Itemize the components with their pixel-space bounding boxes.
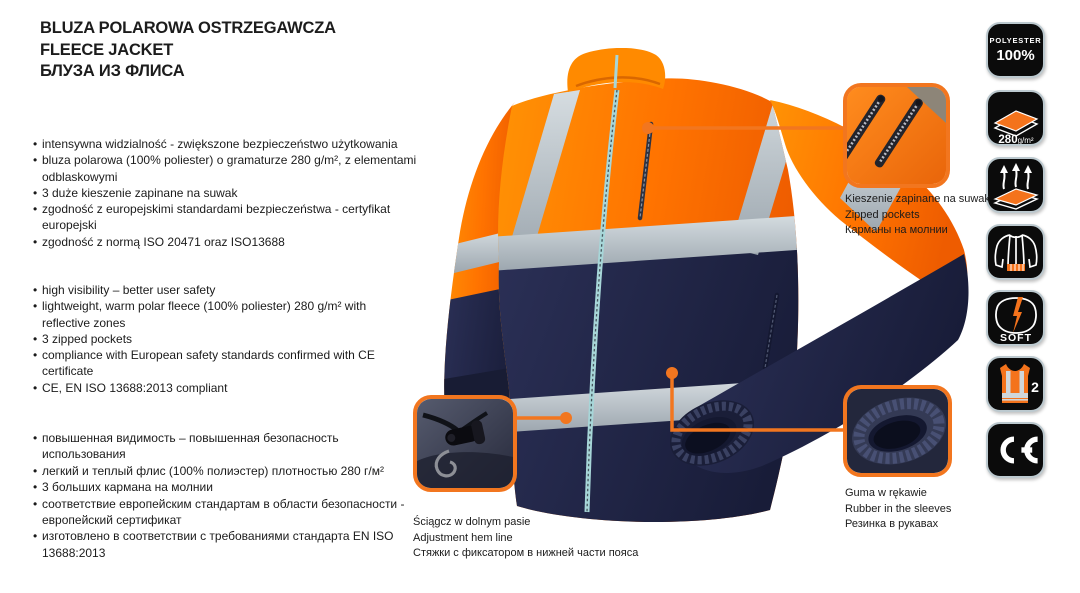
feature-item: • zgodność z europejskimi standardami bezpieczeństwa - certyfikat europejski xyxy=(33,201,425,234)
title-pl: BLUZA POLAROWA OSTRZEGAWCZA xyxy=(40,19,336,37)
fabric-weight-icon xyxy=(989,92,1043,144)
feature-list-english xyxy=(33,282,408,396)
feature-list-russian xyxy=(33,430,407,561)
title-ru: БЛУЗА ИЗ ФЛИСА xyxy=(40,62,185,80)
feature-list-polish xyxy=(33,136,425,250)
callout-text-pockets xyxy=(845,192,995,239)
detail-photo-hem-adjuster xyxy=(413,395,517,492)
badge-hi-vis-class-2 xyxy=(986,356,1045,412)
feature-item: • 3 zipped pockets xyxy=(33,331,408,347)
pockets-label-pl: Kieszenie zapinane na suwak xyxy=(845,193,990,205)
sleeve-label-ru: Резинка в рукавах xyxy=(845,518,939,530)
detail-photo-zipped-pockets xyxy=(843,83,950,188)
jacket-ribbed-hem-icon xyxy=(989,226,1043,278)
pockets-label-en: Zipped pockets xyxy=(845,208,920,221)
hem-label-pl: Ściągcz w dolnym pasie xyxy=(413,516,531,528)
feature-item: • изготовлено в соответствии с требованиями стандарта EN ISO 13688:2013 xyxy=(33,528,407,561)
feature-item: • 3 больших кармана на молнии xyxy=(33,479,407,495)
svg-text:280g/m²: 280g/m² xyxy=(997,134,1034,144)
feature-item: • CE, EN ISO 13688:2013 compliant xyxy=(33,380,408,396)
jacket-torso xyxy=(475,78,825,533)
feature-item: • lightweight, warm polar fleece (100% poliester) 280 g/m² with reflective zones xyxy=(33,298,408,331)
pockets-label-ru: Карманы на молнии xyxy=(845,224,948,236)
feature-item: • intensywna widzialność - zwiększone bezpieczeństwo użytkowania xyxy=(33,136,425,152)
polyester-label: POLYESTER xyxy=(989,36,1042,45)
svg-text:SOFT: SOFT xyxy=(999,332,1032,344)
callout-text-hem xyxy=(413,515,673,562)
hem-label-ru: Стяжки с фиксатором в нижней части пояса xyxy=(413,547,639,559)
lightning-bolt xyxy=(1013,297,1023,333)
feature-item: • соответствие европейским стандартам в области безопасности - европейский сертификат xyxy=(33,496,407,529)
callout-text-sleeve xyxy=(845,486,995,533)
svg-text:2: 2 xyxy=(1030,379,1039,395)
sleeve-label-en: Rubber in the sleeves xyxy=(845,502,952,515)
feature-item: • bluza polarowa (100% poliester) o gramaturze 280 g/m², z elementami odblaskowymi xyxy=(33,152,425,185)
feature-item: • повышенная видимость – повышенная безопасность использования xyxy=(33,430,407,463)
badge-soft xyxy=(986,290,1045,346)
ce-mark xyxy=(989,430,1043,470)
polyester-percent: 100% xyxy=(996,47,1035,64)
hem-label-en: Adjustment hem line xyxy=(413,531,513,544)
title-en: FLEECE JACKET xyxy=(40,40,174,59)
page-title xyxy=(40,18,336,83)
feature-item: • high visibility – better user safety xyxy=(33,282,408,298)
feature-item: • compliance with European safety standards confirmed with CE certificate xyxy=(33,347,408,380)
feature-item: • легкий и теплый флис (100% полиэстер) плотностью 280 г/м² xyxy=(33,463,407,479)
badge-polyester-100 xyxy=(986,22,1045,78)
soft-fleece-icon xyxy=(989,292,1043,344)
sleeve-label-pl: Guma w rękawie xyxy=(845,487,927,499)
breathable-fabric-icon xyxy=(989,159,1043,211)
detail-photo-sleeve-cuff xyxy=(843,385,952,477)
hi-vis-vest-icon xyxy=(989,358,1043,410)
badge-ce-mark xyxy=(986,422,1045,478)
feature-item: • zgodność z normą ISO 20471 oraz ISO13688 xyxy=(33,234,425,250)
badge-weight-280 xyxy=(986,90,1045,146)
feature-item: • 3 duże kieszenie zapinane na suwak xyxy=(33,185,425,201)
